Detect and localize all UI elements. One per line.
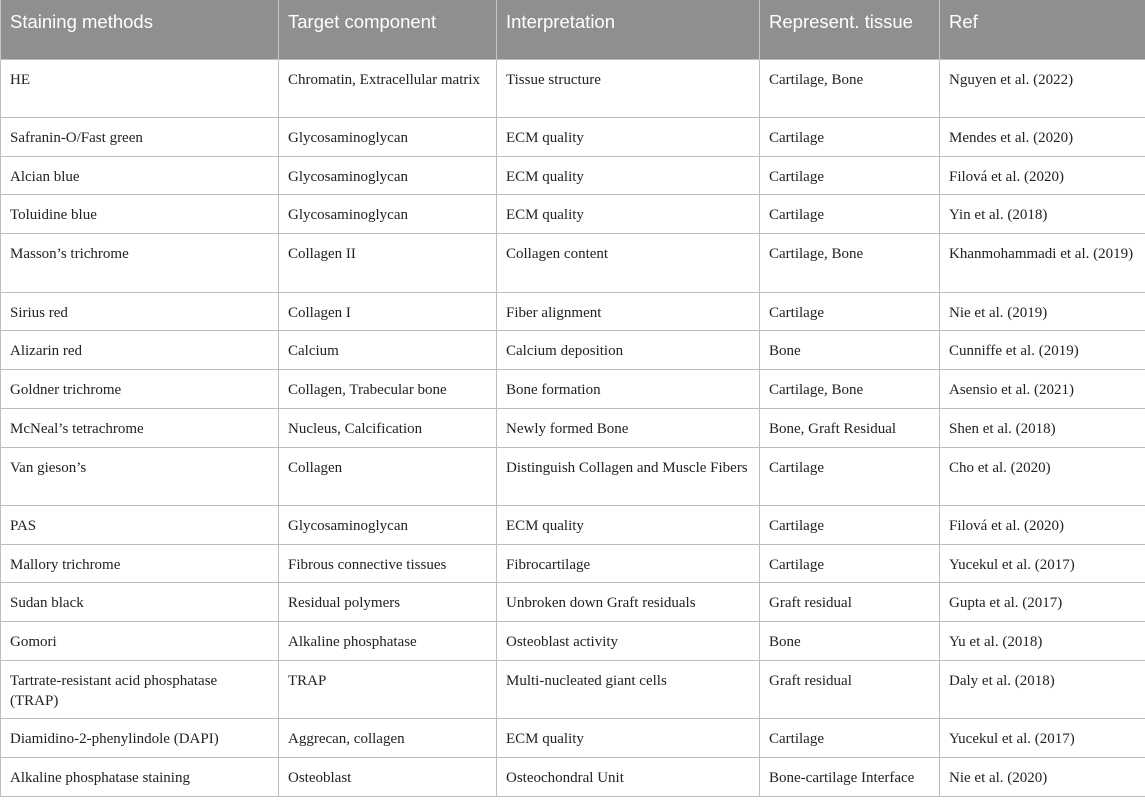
cell-staining-method: Alcian blue [1, 156, 279, 195]
cell-target-component: Aggrecan, collagen [279, 719, 497, 758]
table-row [1, 583, 1145, 622]
cell-staining-method: Tartrate-resistant acid phosphatase (TRAP) [1, 660, 279, 719]
cell-staining-method: PAS [1, 506, 279, 545]
cell-represent-tissue: Cartilage [760, 292, 940, 331]
header-interpretation: Interpretation [497, 0, 760, 59]
table-row [1, 544, 1145, 583]
cell-ref: Cunniffe et al. (2019) [940, 331, 1145, 370]
cell-represent-tissue: Cartilage, Bone [760, 59, 940, 118]
cell-interpretation: Fiber alignment [497, 292, 760, 331]
table-row [1, 292, 1145, 331]
cell-represent-tissue: Cartilage, Bone [760, 234, 940, 293]
cell-target-component: Residual polymers [279, 583, 497, 622]
cell-target-component: Calcium [279, 331, 497, 370]
cell-ref: Mendes et al. (2020) [940, 118, 1145, 157]
cell-represent-tissue: Cartilage [760, 195, 940, 234]
cell-interpretation: Multi-nucleated giant cells [497, 660, 760, 719]
cell-interpretation: Bone formation [497, 370, 760, 409]
table-row [1, 719, 1145, 758]
cell-ref: Gupta et al. (2017) [940, 583, 1145, 622]
cell-target-component: Osteoblast [279, 758, 497, 797]
table-row [1, 408, 1145, 447]
cell-represent-tissue: Bone [760, 331, 940, 370]
cell-target-component: Nucleus, Calcification [279, 408, 497, 447]
cell-ref: Yucekul et al. (2017) [940, 544, 1145, 583]
table-row [1, 506, 1145, 545]
cell-target-component: Collagen, Trabecular bone [279, 370, 497, 409]
cell-target-component: Collagen [279, 447, 497, 506]
cell-target-component: Fibrous connective tissues [279, 544, 497, 583]
cell-interpretation: Calcium deposition [497, 331, 760, 370]
cell-represent-tissue: Cartilage, Bone [760, 370, 940, 409]
cell-ref: Nguyen et al. (2022) [940, 59, 1145, 118]
cell-staining-method: Mallory trichrome [1, 544, 279, 583]
cell-interpretation: ECM quality [497, 719, 760, 758]
header-ref: Ref [940, 0, 1145, 59]
cell-target-component: Collagen I [279, 292, 497, 331]
cell-interpretation: Unbroken down Graft residuals [497, 583, 760, 622]
cell-interpretation: Osteoblast activity [497, 622, 760, 661]
cell-represent-tissue: Cartilage [760, 506, 940, 545]
cell-target-component: Glycosaminoglycan [279, 195, 497, 234]
cell-interpretation: Tissue structure [497, 59, 760, 118]
cell-represent-tissue: Graft residual [760, 583, 940, 622]
cell-ref: Shen et al. (2018) [940, 408, 1145, 447]
cell-staining-method: Masson’s trichrome [1, 234, 279, 293]
table-row [1, 156, 1145, 195]
cell-staining-method: Diamidino-2-phenylindole (DAPI) [1, 719, 279, 758]
table-row [1, 59, 1145, 118]
cell-interpretation: Fibrocartilage [497, 544, 760, 583]
cell-target-component: Chromatin, Extracellular matrix [279, 59, 497, 118]
cell-target-component: Collagen II [279, 234, 497, 293]
cell-staining-method: Safranin-O/Fast green [1, 118, 279, 157]
table-row [1, 370, 1145, 409]
cell-represent-tissue: Cartilage [760, 118, 940, 157]
cell-target-component: Alkaline phosphatase [279, 622, 497, 661]
table-row [1, 660, 1145, 719]
cell-staining-method: HE [1, 59, 279, 118]
cell-ref: Nie et al. (2019) [940, 292, 1145, 331]
cell-ref: Yu et al. (2018) [940, 622, 1145, 661]
cell-ref: Filová et al. (2020) [940, 156, 1145, 195]
cell-represent-tissue: Cartilage [760, 719, 940, 758]
table-header-row [1, 0, 1145, 59]
cell-target-component: Glycosaminoglycan [279, 118, 497, 157]
cell-interpretation: ECM quality [497, 506, 760, 545]
header-target-component: Target component [279, 0, 497, 59]
cell-staining-method: Goldner trichrome [1, 370, 279, 409]
cell-target-component: Glycosaminoglycan [279, 506, 497, 545]
cell-interpretation: Distinguish Collagen and Muscle Fibers [497, 447, 760, 506]
cell-ref: Khanmohammadi et al. (2019) [940, 234, 1145, 293]
cell-ref: Daly et al. (2018) [940, 660, 1145, 719]
cell-interpretation: ECM quality [497, 156, 760, 195]
cell-interpretation: Osteochondral Unit [497, 758, 760, 797]
cell-interpretation: ECM quality [497, 118, 760, 157]
table-row [1, 195, 1145, 234]
cell-target-component: TRAP [279, 660, 497, 719]
cell-represent-tissue: Cartilage [760, 544, 940, 583]
cell-represent-tissue: Bone-cartilage Interface [760, 758, 940, 797]
cell-ref: Cho et al. (2020) [940, 447, 1145, 506]
cell-ref: Filová et al. (2020) [940, 506, 1145, 545]
cell-represent-tissue: Cartilage [760, 447, 940, 506]
cell-staining-method: McNeal’s tetrachrome [1, 408, 279, 447]
table-row [1, 118, 1145, 157]
cell-staining-method: Alkaline phosphatase staining [1, 758, 279, 797]
cell-target-component: Glycosaminoglycan [279, 156, 497, 195]
cell-interpretation: ECM quality [497, 195, 760, 234]
cell-staining-method: Van gieson’s [1, 447, 279, 506]
cell-interpretation: Newly formed Bone [497, 408, 760, 447]
table-row [1, 331, 1145, 370]
table-row [1, 622, 1145, 661]
cell-staining-method: Sirius red [1, 292, 279, 331]
header-staining-methods: Staining methods [1, 0, 279, 59]
table-row [1, 234, 1145, 293]
cell-staining-method: Alizarin red [1, 331, 279, 370]
cell-represent-tissue: Bone [760, 622, 940, 661]
cell-represent-tissue: Graft residual [760, 660, 940, 719]
cell-ref: Yucekul et al. (2017) [940, 719, 1145, 758]
cell-staining-method: Sudan black [1, 583, 279, 622]
cell-ref: Asensio et al. (2021) [940, 370, 1145, 409]
cell-staining-method: Gomori [1, 622, 279, 661]
cell-represent-tissue: Bone, Graft Residual [760, 408, 940, 447]
cell-staining-method: Toluidine blue [1, 195, 279, 234]
cell-represent-tissue: Cartilage [760, 156, 940, 195]
table-row [1, 758, 1145, 797]
cell-ref: Yin et al. (2018) [940, 195, 1145, 234]
header-represent-tissue: Represent. tissue [760, 0, 940, 59]
table-row [1, 447, 1145, 506]
cell-interpretation: Collagen content [497, 234, 760, 293]
cell-ref: Nie et al. (2020) [940, 758, 1145, 797]
